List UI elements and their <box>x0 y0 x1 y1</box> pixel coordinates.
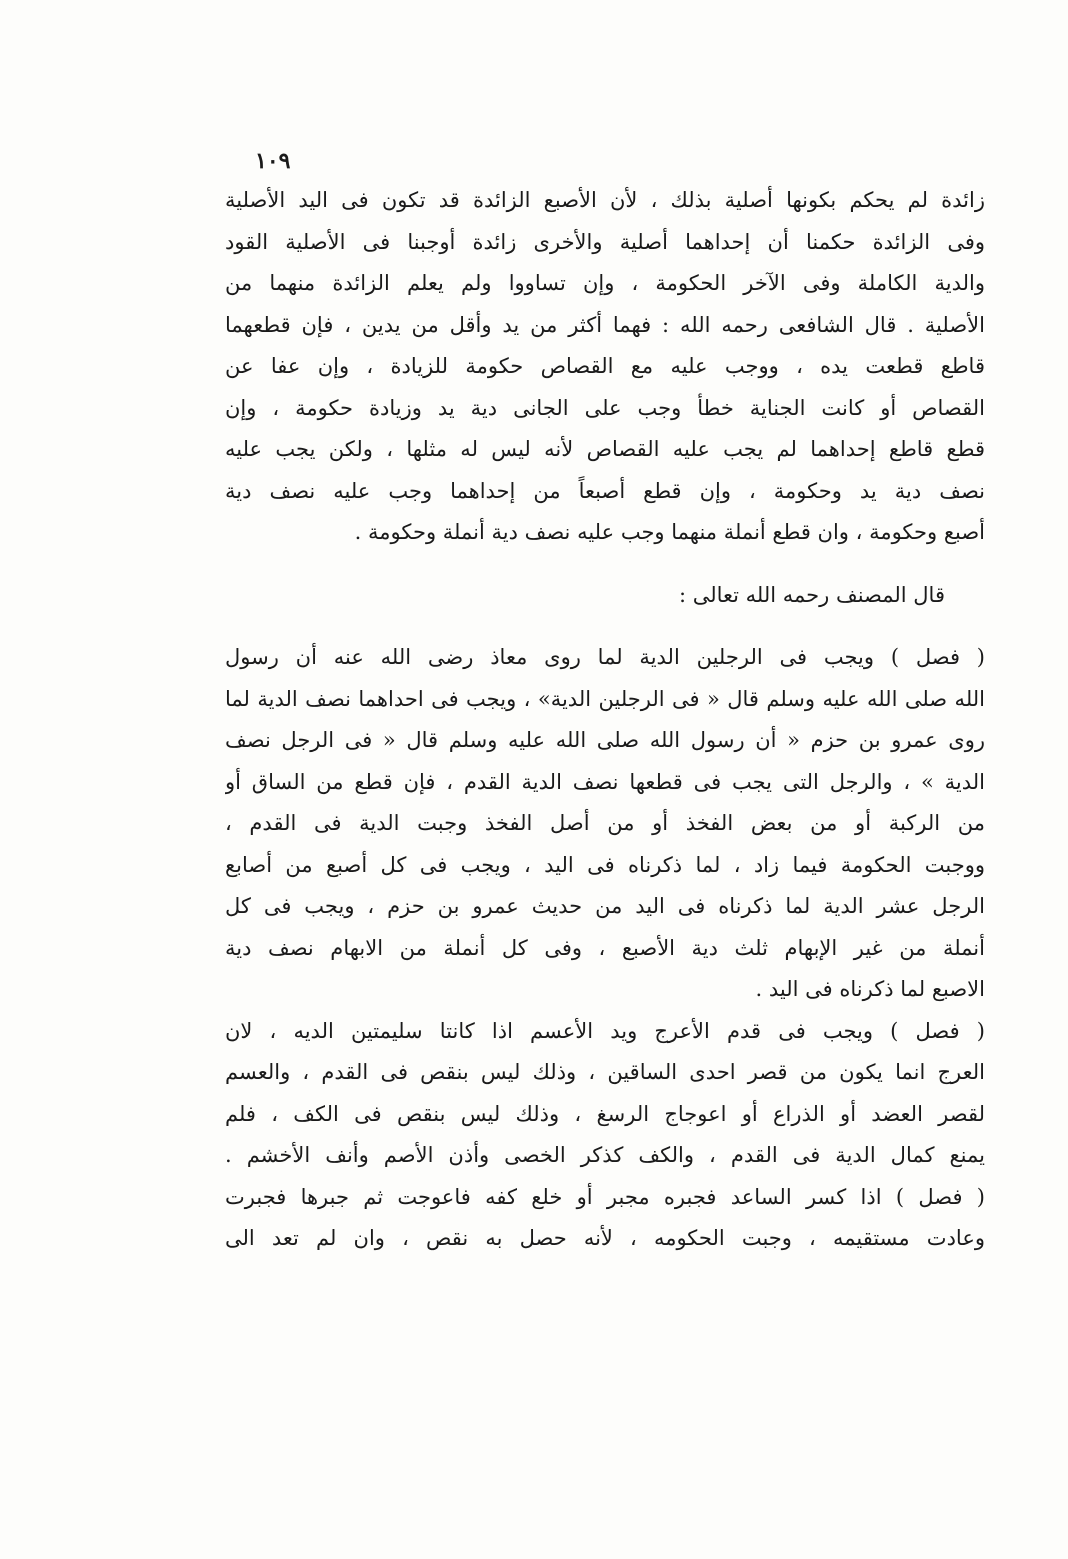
text-line: ووجبت الحكومة فيما زاد ، لما ذكرناه فى اليد ، ويجب فى كل أصبع من أصابع <box>225 852 985 877</box>
text-line: لقصر العضد أو الذراع أو اعوجاج الرسغ ، وذلك ليس بنقص فى الكف ، فلم <box>225 1101 985 1126</box>
spacer <box>225 616 985 637</box>
text-line: الأصلية . قال الشافعى رحمه الله : فهما أكثر من يد وأقل من يدين ، فإن قطعهما <box>225 312 985 337</box>
text-line: من الركبة أو من بعض الفخذ أو من أصل الفخذ وجبت الدية فى القدم ، <box>225 811 985 835</box>
text-line: الله صلى الله عليه وسلم قال « فى الرجلين الدية» ، ويجب فى احداهما نصف الدية لما <box>225 686 985 711</box>
text-line: والدية الكاملة وفى الآخر الحكومة ، وإن تساووا ولم يعلم الزائدة منهما من <box>225 271 985 295</box>
text-line: زائدة لم يحكم بكونها أصلية بذلك ، لأن الأصبع الزائدة قد تكون فى اليد الأصلية <box>225 188 985 212</box>
text-line: أصبع وحكومة ، وان قطع أنملة منهما وجب عليه نصف دية أنملة وحكومة . <box>354 520 985 544</box>
text-line: العرج انما يكون من قصر احدى الساقين ، وذلك ليس بنقص فى القدم ، والعسم <box>225 1060 985 1084</box>
text-line: قطع قاطع إحداهما لم يجب عليه القصاص لأنه ليس له مثلها ، ولكن يجب عليه <box>225 437 985 461</box>
paragraph-4 <box>225 1177 985 1260</box>
paragraph-1 <box>225 180 985 554</box>
text-line: الدية » ، والرجل التى يجب فى قطعها نصف الدية القدم ، فإن قطع من الساق أو <box>225 769 985 794</box>
text-line: الاصبع لما ذكرناه فى اليد . <box>755 977 985 1001</box>
text-line: ( فصل ) ويجب فى الرجلين الدية لما روى معاذ رضى الله عنه أن رسول <box>225 645 985 669</box>
text-line: يمنع كمال الدية فى القدم ، والكف كذكر الخصى وأذن الأصم وأنف الأخشم . <box>225 1143 985 1167</box>
text-line: أنملة من غير الإبهام ثلث دية الأصبع ، وفى كل أنملة من الابهام نصف دية <box>225 935 985 960</box>
text-line: نصف دية يد وحكومة ، وإن قطع أصبعاً من إحداهما وجب عليه نصف دية <box>225 478 985 503</box>
text-line: الرجل عشر الدية لما ذكرناه فى اليد من حديث عمرو بن حزم ، ويجب فى كل <box>225 894 985 918</box>
section-heading: قال المصنف رحمه الله تعالى : <box>678 582 945 607</box>
text-line: القصاص أو كانت الجناية خطأ وجب على الجانى دية يد وزيادة حكومة ، وإن <box>225 395 985 420</box>
text-line: روى عمرو بن حزم « أن رسول الله صلى الله عليه وسلم قال « فى الرجل نصف <box>225 728 985 752</box>
page-body <box>225 180 985 1260</box>
text-line: وعادت مستقيمه ، وجبت الحكومه ، لأنه حصل به نقص ، وان لم تعد الى <box>225 1226 985 1250</box>
page-number: ١٠٩ <box>255 148 291 174</box>
text-line: وفى الزائدة حكمنا أن إحداهما أصلية والأخرى زائدة أوجبنا فى الأصلية القود <box>225 229 985 254</box>
spacer <box>225 554 985 575</box>
text-line: ( فصل ) ويجب فى قدم الأعرج ويد الأعسم اذا كانتا سليمتين الديه ، لان <box>225 1018 985 1043</box>
paragraph-3 <box>225 1011 985 1177</box>
text-line: ( فصل ) اذا كسر الساعد فجبره مجبر أو خلع كفه فاعوجت ثم جبرها فجبرت <box>225 1184 985 1209</box>
text-line: قاطع قطعت يده ، ووجب عليه مع القصاص حكومة للزيادة ، وإن عفا عن <box>225 354 985 378</box>
paragraph-2 <box>225 637 985 1011</box>
